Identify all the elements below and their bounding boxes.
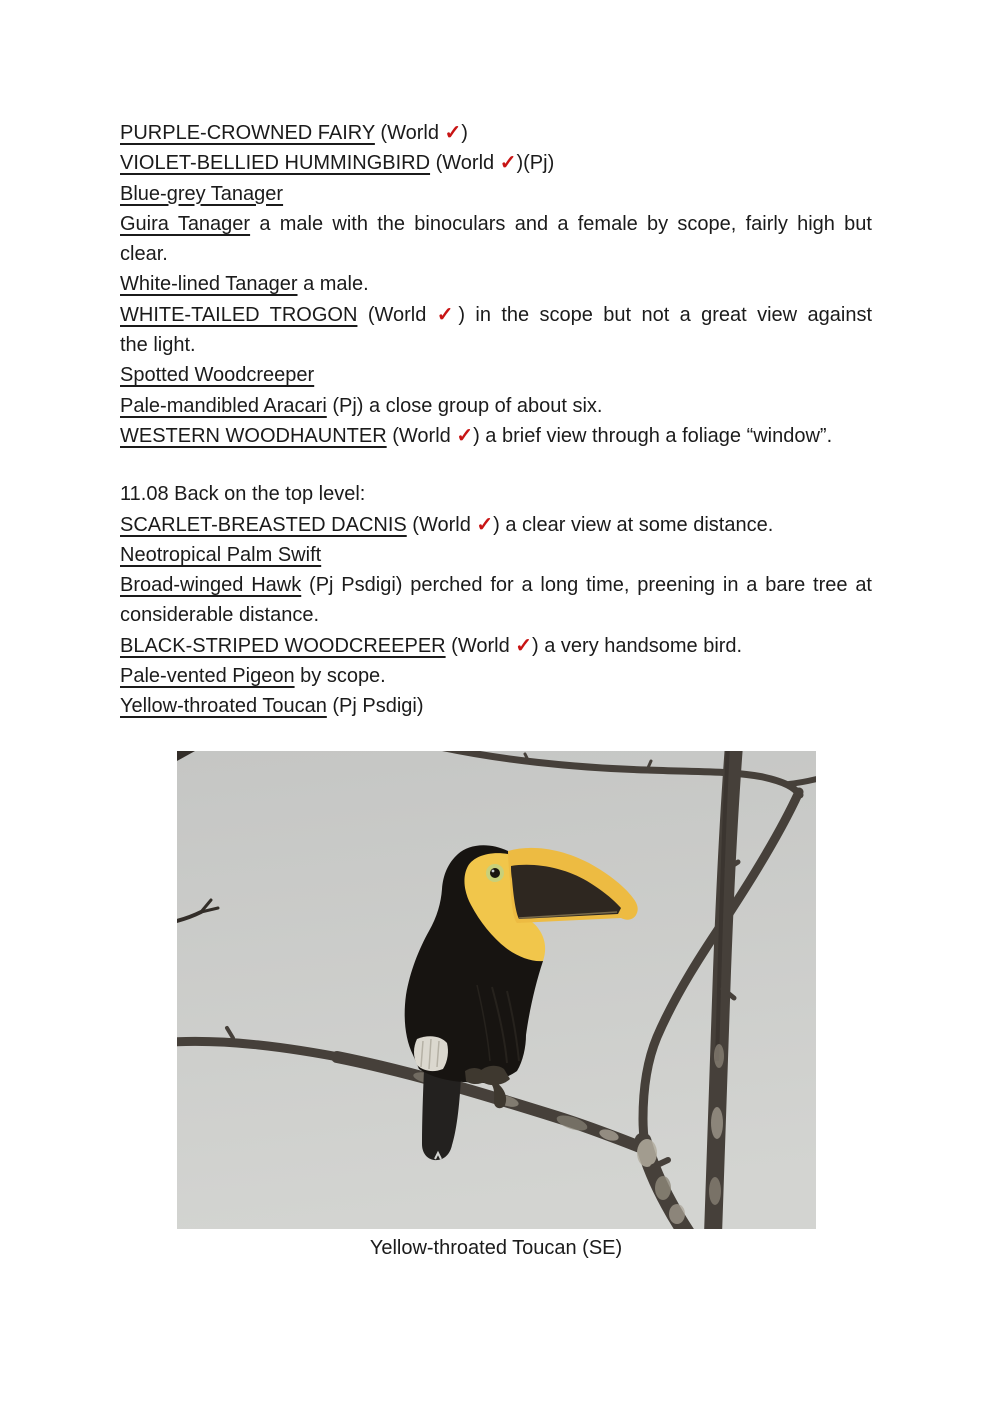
toucan-eye [486, 864, 504, 882]
line-text: )(Pj) [516, 152, 555, 175]
line-text: (World [406, 513, 477, 536]
species-name: Pale-mandibled Aracari [120, 394, 327, 417]
species-name: BLACK-STRIPED WOODCREEPER [120, 634, 446, 657]
line-text: ) [461, 122, 468, 144]
line-text: ) a very handsome bird. [532, 634, 743, 657]
species-name: SCARLET-BREASTED DACNIS [120, 513, 407, 536]
line-text: a male. [297, 273, 369, 296]
report-line [120, 570, 872, 600]
species-name: PURPLE-CROWNED FAIRY [120, 122, 375, 144]
toucan-photo [177, 751, 816, 1229]
species-name: Broad-winged Hawk [120, 574, 302, 597]
line-text: a male with the binoculars and a female by scope, fairly high but [250, 212, 872, 235]
report-line [120, 391, 872, 421]
report-line [120, 421, 872, 451]
report-line [120, 631, 872, 661]
report-line [120, 360, 872, 390]
species-name: WESTERN WOODHAUNTER [120, 424, 387, 447]
line-text: ) a brief view through a foliage “window”. [473, 424, 833, 447]
photo-caption: Yellow-throated Toucan (SE) [369, 1236, 623, 1259]
line-text: (World [445, 634, 516, 657]
species-name: Guira Tanager [120, 212, 251, 235]
line-text: (Pj Psdigi) [326, 695, 424, 718]
report-lines [120, 118, 872, 722]
blank-line [120, 451, 872, 479]
species-name: Pale-vented Pigeon [120, 665, 295, 688]
species-name: Blue-grey Tanager [120, 182, 284, 205]
report-line [120, 691, 872, 721]
report-line [120, 661, 872, 691]
line-text: (World [386, 424, 457, 447]
report-line [120, 209, 872, 239]
line-text: (World [430, 152, 500, 175]
report-line [120, 330, 872, 360]
world-tick-icon: ✓ [515, 634, 533, 657]
report-line [120, 148, 872, 178]
toucan-photo-canvas [177, 751, 816, 1229]
line-text: ) in the scope but not a great view against [458, 303, 872, 326]
line-text: ) a clear view at some distance. [493, 513, 774, 536]
species-name: WHITE-TAILED TROGON [120, 303, 358, 326]
report-line [120, 179, 872, 209]
world-tick-icon: ✓ [456, 424, 474, 447]
report-line [120, 540, 872, 570]
report-line [120, 239, 872, 269]
line-text: clear. [120, 243, 168, 266]
vent-patch [414, 1036, 448, 1071]
species-name: Yellow-throated Toucan [120, 695, 327, 718]
species-name: Neotropical Palm Swift [120, 543, 322, 566]
report-line [120, 300, 872, 330]
line-text: by scope. [294, 665, 386, 688]
species-name: VIOLET-BELLIED HUMMINGBIRD [120, 152, 431, 175]
species-name: White-lined Tanager [120, 273, 298, 296]
line-text: (World [357, 303, 437, 326]
report-line [120, 600, 872, 630]
report-line [120, 118, 872, 148]
line-text: (Pj) a close group of about six. [326, 394, 603, 417]
report-line [120, 510, 872, 540]
world-tick-icon: ✓ [476, 513, 494, 536]
line-text: (World [374, 122, 445, 144]
report-line [120, 479, 872, 509]
world-tick-icon: ✓ [436, 303, 459, 326]
report-line [120, 269, 872, 299]
species-name: Spotted Woodcreeper [120, 364, 315, 387]
line-text: considerable distance. [120, 604, 320, 627]
world-tick-icon: ✓ [444, 122, 462, 144]
line-text: the light. [120, 334, 196, 357]
line-text: (Pj Psdigi) perched for a long time, preening in a bare tree at [301, 574, 872, 597]
line-text: 11.08 Back on the top level: [120, 483, 366, 506]
world-tick-icon: ✓ [499, 152, 517, 175]
